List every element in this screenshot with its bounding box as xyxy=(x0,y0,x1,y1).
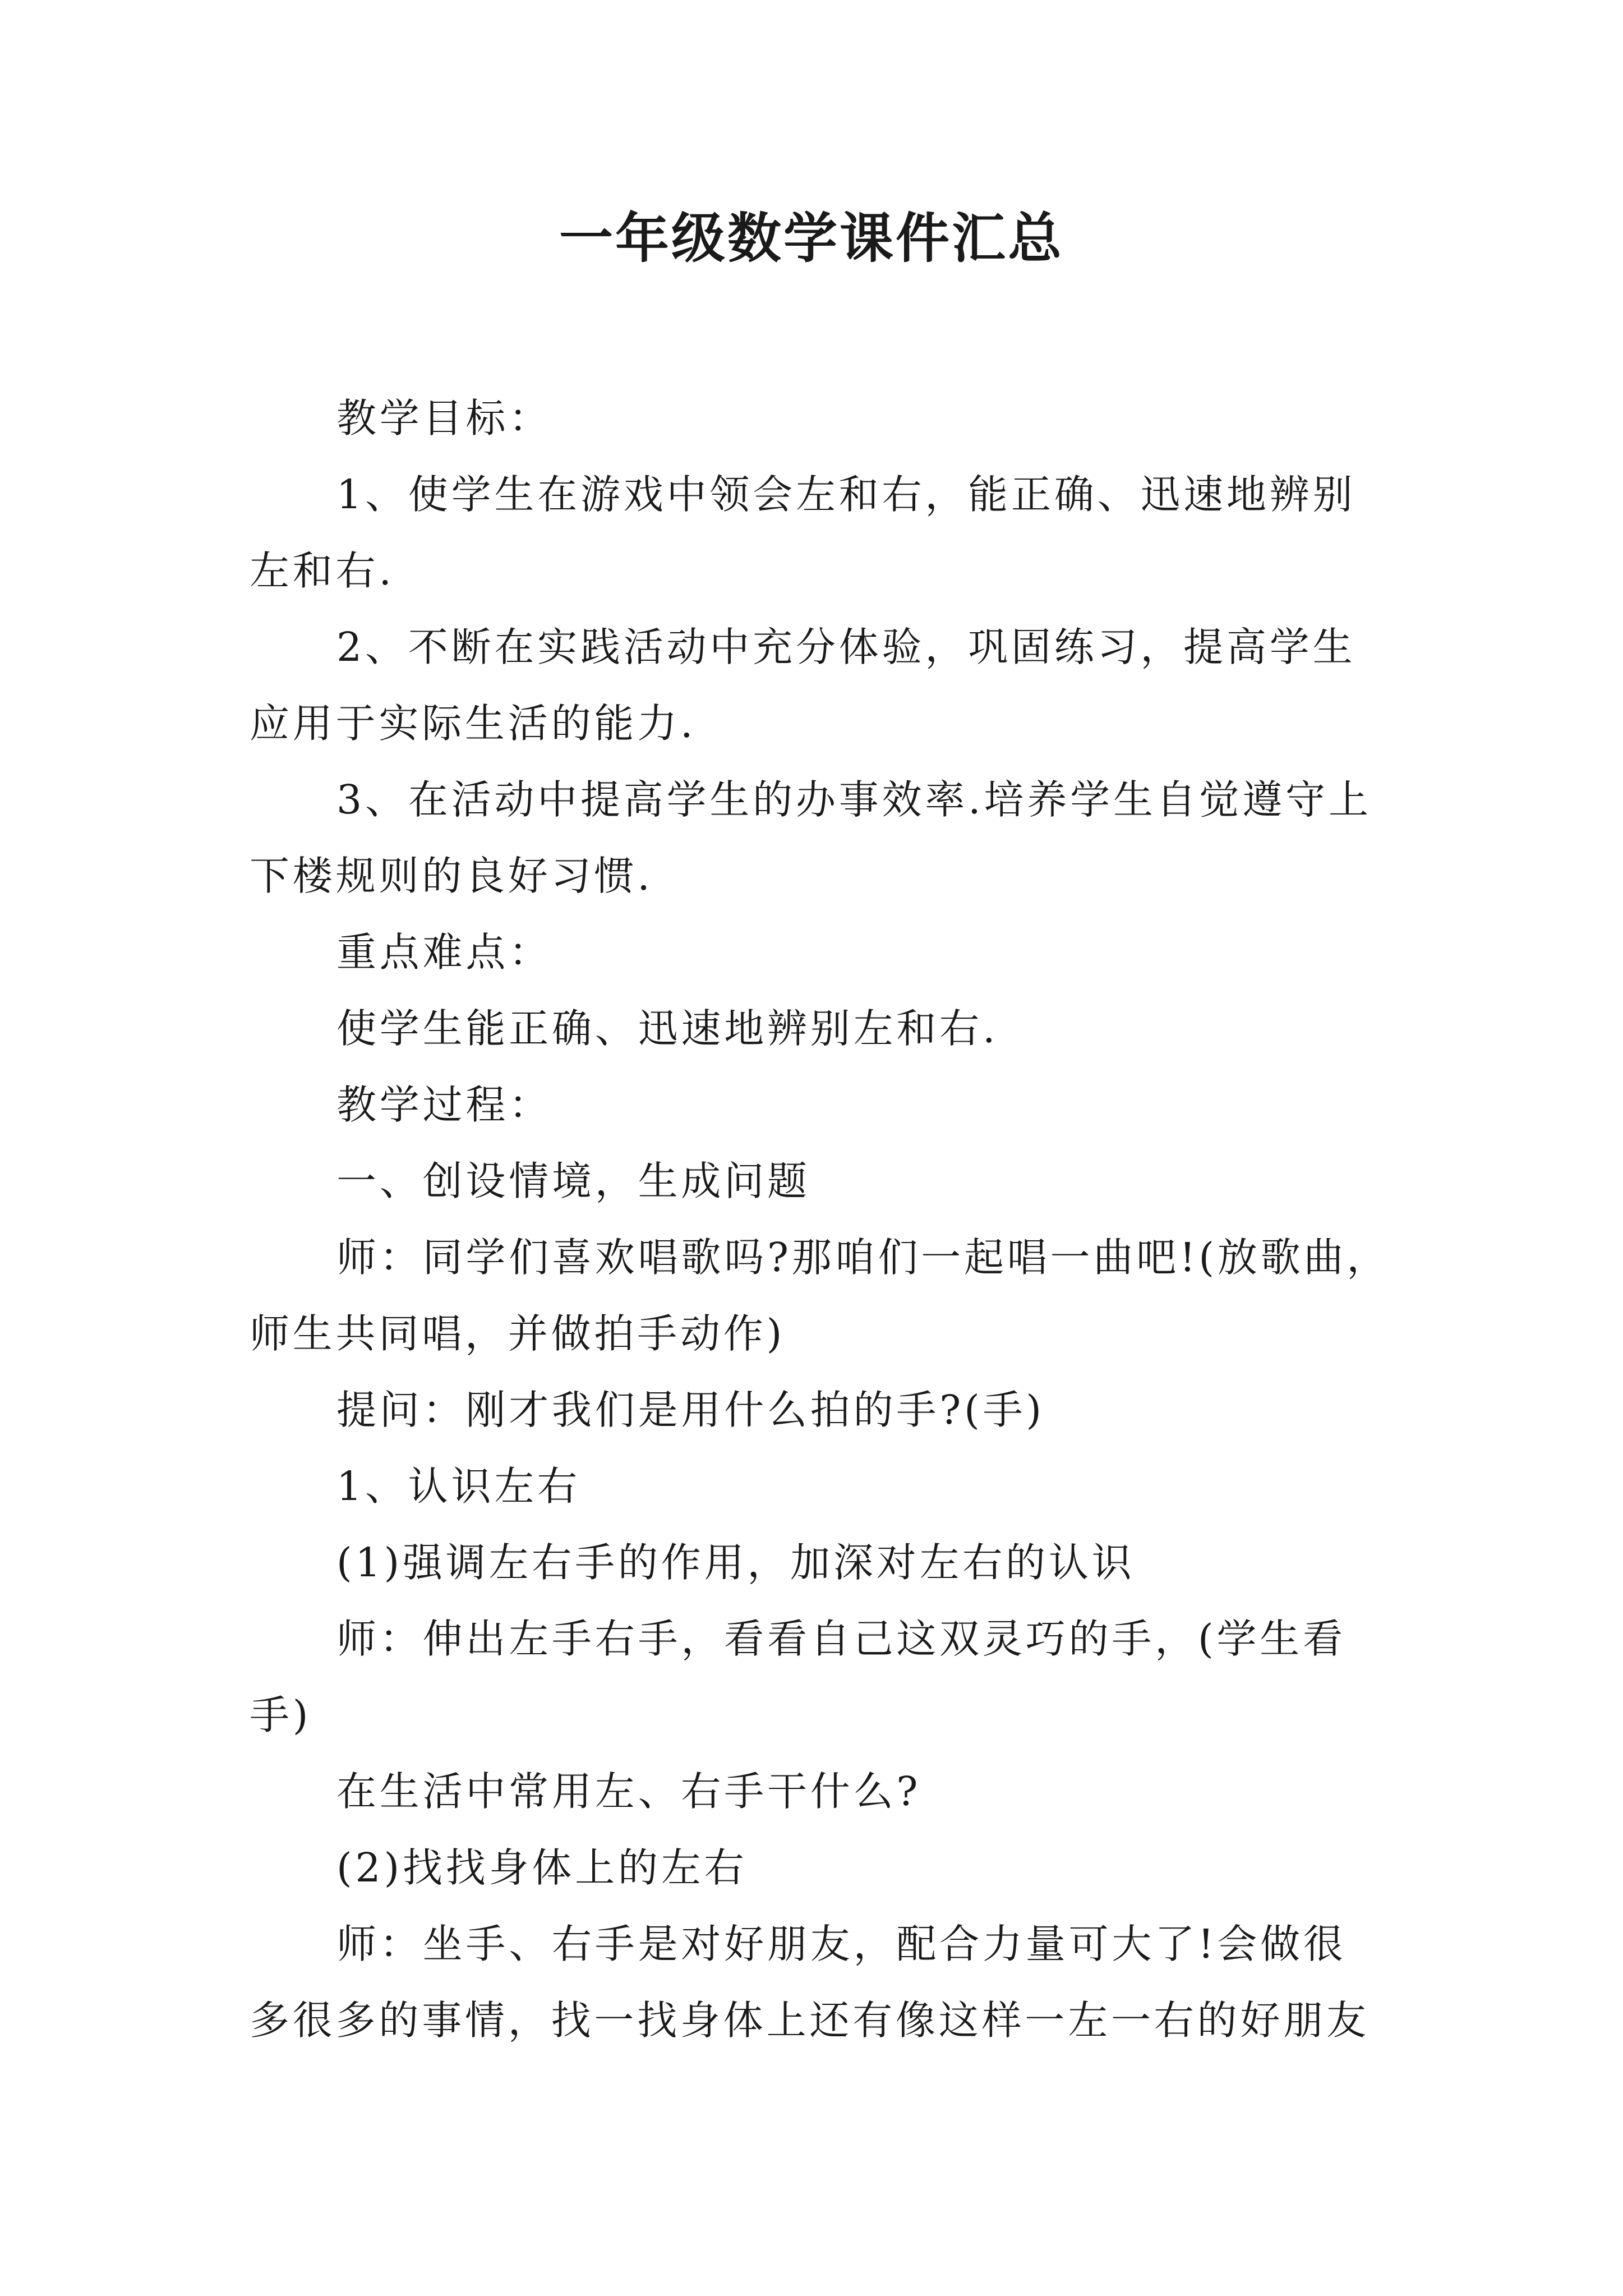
paragraph-line: 教学过程： xyxy=(336,1082,552,1128)
paragraph-line: 应用于实际生活的能力. xyxy=(250,700,697,747)
paragraph-line: 多很多的事情，找一找身体上还有像这样一左一右的好朋友 xyxy=(250,1997,1370,2044)
paragraph-line: 师生共同唱，并做拍手动作) xyxy=(250,1310,786,1357)
document-title: 一年级数学课件汇总 xyxy=(559,206,1064,270)
paragraph-line: 一、创设情境，生成问题 xyxy=(336,1158,810,1204)
paragraph-line: 下楼规则的良好习惯. xyxy=(250,853,653,899)
paragraph-line: 3、在活动中提高学生的办事效率.培养学生自觉遵守上 xyxy=(336,776,1372,823)
paragraph-line: 左和右. xyxy=(250,547,395,594)
paragraph-line: 1、认识左右 xyxy=(336,1463,580,1510)
paragraph-line: 使学生能正确、迅速地辨别左和右. xyxy=(336,1005,999,1052)
paragraph-line: 手) xyxy=(250,1692,312,1738)
paragraph-line: 师：坐手、右手是对好朋友，配合力量可大了!会做很 xyxy=(336,1921,1347,1967)
paragraph-line: 在生活中常用左、右手干什么? xyxy=(336,1768,921,1815)
paragraph-line: 1、使学生在游戏中领会左和右，能正确、迅速地辨别 xyxy=(336,471,1356,518)
paragraph-line: 重点难点： xyxy=(336,929,552,976)
paragraph-line: 教学目标： xyxy=(336,395,552,441)
paragraph-line: (1)强调左右手的作用，加深对左右的认识 xyxy=(336,1539,1135,1586)
document-body xyxy=(250,380,1388,2059)
paragraph-line: 2、不断在实践活动中充分体验，巩固练习，提高学生 xyxy=(336,624,1356,670)
paragraph-line: (2)找找身体上的左右 xyxy=(336,1844,748,1891)
paragraph-line: 师：伸出左手右手，看看自己这双灵巧的手，(学生看 xyxy=(336,1616,1346,1662)
paragraph-line: 师：同学们喜欢唱歌吗?那咱们一起唱一曲吧!(放歌曲， xyxy=(336,1234,1390,1281)
paragraph-line: 提问：刚才我们是用什么拍的手?(手) xyxy=(336,1387,1045,1433)
